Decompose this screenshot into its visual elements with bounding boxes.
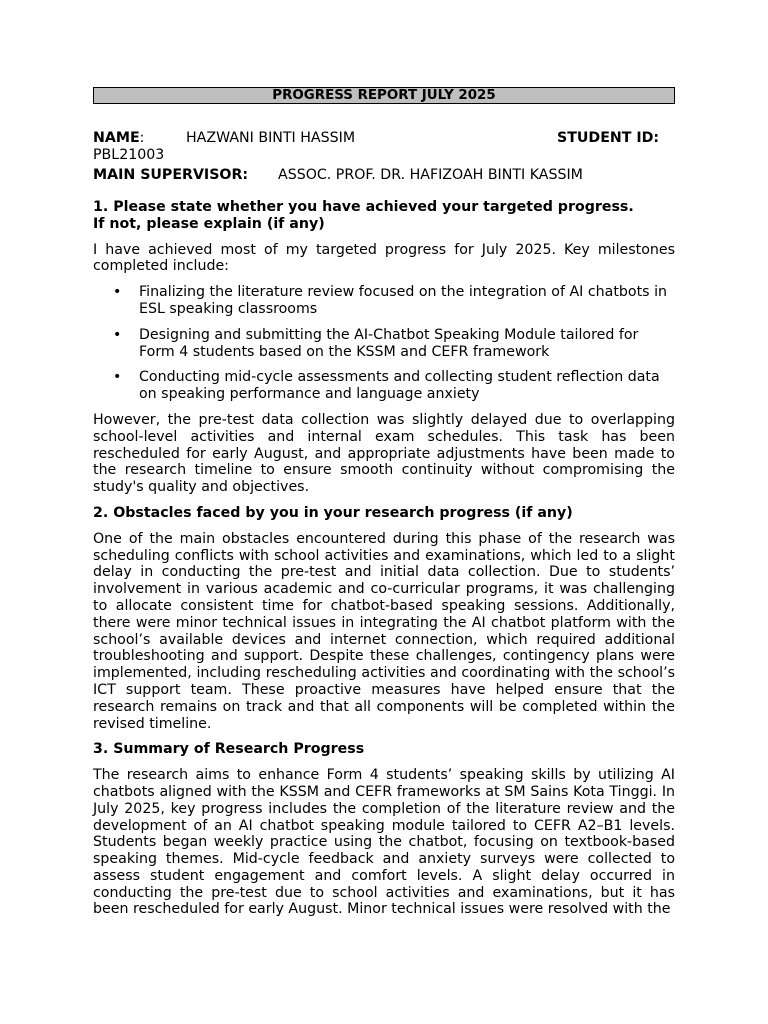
section2-body: One of the main obstacles encountered during this phase of the research was scheduling conflicts with school activities and examinations, which led to a slight delay in conducting the pre-test and initial data collection. Due to students’ involvement in various academic and co-curricular programs, it was challenging to allocate consistent time for chatbot-based speaking sessions. Additionally, there were minor technical issues in integrating the AI chatbot platform with the school’s available devices and internet connection, which required additional troubleshooting and support. Despite these challenges, contingency plans were implemented, including rescheduling activities and coordinating with the school’s ICT support team. These proactive measures have helped ensure that the research remains on track and that all components will be completed within the revised timeline. bbox=[93, 530, 675, 732]
list-item: • Finalizing the literature review focused on the integration of AI chatbots in ESL speaking classrooms bbox=[113, 284, 668, 317]
section3-heading: 3. Summary of Research Progress bbox=[93, 741, 365, 758]
bullet-icon: • bbox=[113, 284, 122, 301]
report-title: PROGRESS REPORT JULY 2025 bbox=[93, 87, 675, 104]
list-item: • Designing and submitting the AI-Chatbot Speaking Module tailored for Form 4 students based on the KSSM and CEFR framework bbox=[113, 326, 639, 360]
section1-heading-line1: 1. Please state whether you have achieved your targeted progress. bbox=[93, 199, 634, 215]
bullet-icon: • bbox=[113, 326, 122, 343]
section3-body: The research aims to enhance Form 4 students’ speaking skills by utilizing AI chatbots aligned with the KSSM and CEFR frameworks at SM Sains Kota Tinggi. In July 2025, key progress includes the completion of the literature review and the development of an AI chatbot speaking module tailored to CEFR A2–B1 levels. Students began weekly practice using the chatbot, focusing on textbook-based speaking themes. Mid-cycle feedback and anxiety surveys were collected to assess student engagement and comfort levels. A slight delay occurred in conducting the pre-test due to school activities and examinations, but it has been rescheduled for early August. Minor technical issues were resolved with the bbox=[93, 767, 675, 918]
section1-heading-line2: If not, please explain (if any) bbox=[93, 215, 325, 232]
name-label: NAME: bbox=[93, 130, 145, 146]
name-value: HAZWANI BINTI HASSIM bbox=[186, 130, 356, 146]
student-id-value: PBL21003 bbox=[93, 147, 165, 163]
list-item: • Conducting mid-cycle assessments and collecting student reflection data on speaking performance and language anxiety bbox=[113, 369, 660, 403]
section1-intro: I have achieved most of my targeted progress for July 2025. Key milestones completed include: bbox=[93, 241, 675, 275]
section2-heading: 2. Obstacles faced by you in your research progress (if any) bbox=[93, 504, 573, 521]
bullet-icon: • bbox=[113, 369, 122, 386]
name-colon: : bbox=[139, 130, 145, 146]
milestone-list bbox=[93, 284, 675, 403]
report-page bbox=[93, 87, 675, 918]
supervisor-row bbox=[93, 167, 675, 184]
supervisor-label: MAIN SUPERVISOR: bbox=[93, 167, 249, 183]
section1-closing: However, the pre-test data collection was slightly delayed due to overlapping school-level activities and internal exam schedules. This task has been rescheduled for early August, and appropriate adjustments have been made to the research timeline to ensure smooth continuity without compromising the study's quality and objectives. bbox=[93, 411, 675, 496]
student-info-row bbox=[93, 130, 675, 164]
section1-heading bbox=[93, 199, 675, 233]
student-id-label: STUDENT ID: bbox=[557, 130, 660, 146]
supervisor-value: ASSOC. PROF. DR. HAFIZOAH BINTI KASSIM bbox=[278, 167, 583, 183]
